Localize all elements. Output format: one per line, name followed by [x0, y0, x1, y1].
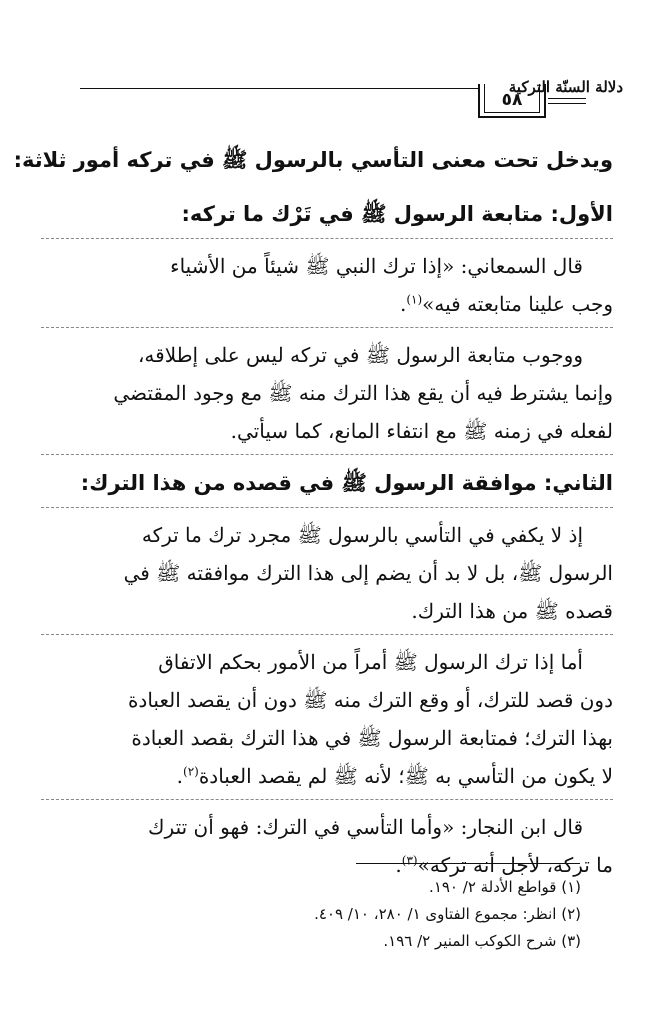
paragraph-samaani-quote	[41, 247, 613, 323]
separator	[41, 454, 613, 455]
text-line: إذ لا يكفي في التأسي بالرسول ﷺ مجرد ترك ما تركه	[141, 523, 583, 547]
text-fragment: وجب علينا متابعته فيه»	[422, 292, 613, 316]
separator	[41, 327, 613, 328]
page-number-box	[478, 84, 546, 118]
header-rule	[80, 88, 478, 89]
text-line: لفعله في زمنه ﷺ مع انتفاء المانع، كما سيأتي.	[230, 419, 613, 443]
footnote-ref-1[interactable]: (١)	[406, 292, 423, 307]
text-line: بهذا الترك؛ فمتابعة الرسول ﷺ في هذا الترك بقصد العبادة	[131, 726, 613, 750]
text-line: ووجوب متابعة الرسول ﷺ في تركه ليس على إطلاقه،	[137, 343, 583, 367]
section-heading-second: الثاني: موافقة الرسول ﷺ في قصده من هذا الترك:	[80, 471, 613, 495]
header-double-rule-bottom	[548, 103, 586, 104]
text-fragment: لا يكون من التأسي به ﷺ؛ لأنه ﷺ لم يقصد العبادة	[198, 764, 613, 788]
footnote-3	[61, 928, 581, 955]
footnote-number: (٢)	[561, 905, 581, 923]
footnotes	[61, 874, 581, 955]
text-line: قال ابن النجار: «وأما التأسي في الترك: فهو أن تترك	[148, 815, 583, 839]
text-line: الرسول ﷺ، بل لا بد أن يضم إلى هذا الترك موافقته ﷺ في	[123, 561, 613, 585]
footnote-ref-2[interactable]: (٢)	[183, 764, 199, 779]
paragraph-intention	[41, 516, 613, 630]
footnote-2	[61, 901, 581, 928]
footnote-ref-3[interactable]: (٣)	[401, 853, 418, 868]
text-fragment: ما تركه، لأجل أنه تركه»	[417, 853, 613, 877]
paragraph-obligation	[41, 336, 613, 450]
footnote-rule	[356, 863, 580, 864]
separator	[41, 238, 613, 239]
footnote-1	[61, 874, 581, 901]
text-line: وإنما يشترط فيه أن يقع هذا الترك منه ﷺ مع وجود المقتضي	[113, 381, 613, 405]
text-line	[41, 757, 613, 795]
footnote-number: (١)	[561, 878, 581, 896]
text-line: قصده ﷺ من هذا الترك.	[411, 599, 613, 623]
section-heading-first: الأول: متابعة الرسول ﷺ في تَرْك ما تركه:	[181, 202, 613, 226]
separator	[41, 634, 613, 635]
separator	[41, 507, 613, 508]
main-text	[13, 140, 613, 884]
separator	[41, 799, 613, 800]
footnote-text: قواطع الأدلة ٢/ ١٩٠.	[429, 878, 557, 896]
text-fragment: .	[176, 764, 183, 788]
footnote-number: (٣)	[561, 932, 581, 950]
footnote-text: شرح الكوكب المنير ٢/ ١٩٦.	[383, 932, 557, 950]
text-line: دون قصد للترك، أو وقع الترك منه ﷺ دون أن يقصد العبادة	[127, 688, 613, 712]
header-double-rule-top	[548, 98, 586, 99]
paragraph-ibn-najjar-quote	[41, 808, 613, 884]
text-fragment: .	[395, 853, 402, 877]
text-line	[41, 285, 613, 323]
text-line: أما إذا ترك الرسول ﷺ أمراً من الأمور بحكم الاتفاق	[158, 650, 583, 674]
intro-sentence: ويدخل تحت معنى التأسي بالرسول ﷺ في تركه أمور ثلاثة:	[13, 148, 613, 172]
running-header-title: دلالة السنّة التركية	[508, 78, 623, 96]
page-number: ٥٨	[501, 90, 523, 110]
paragraph-coincidence	[41, 643, 613, 795]
text-fragment: .	[399, 292, 407, 316]
text-line: قال السمعاني: «إذا ترك النبي ﷺ شيئاً من الأشياء	[170, 254, 583, 278]
footnote-text: انظر: مجموع الفتاوى ١/ ٢٨٠، ١٠/ ٤٠٩.	[314, 905, 557, 923]
